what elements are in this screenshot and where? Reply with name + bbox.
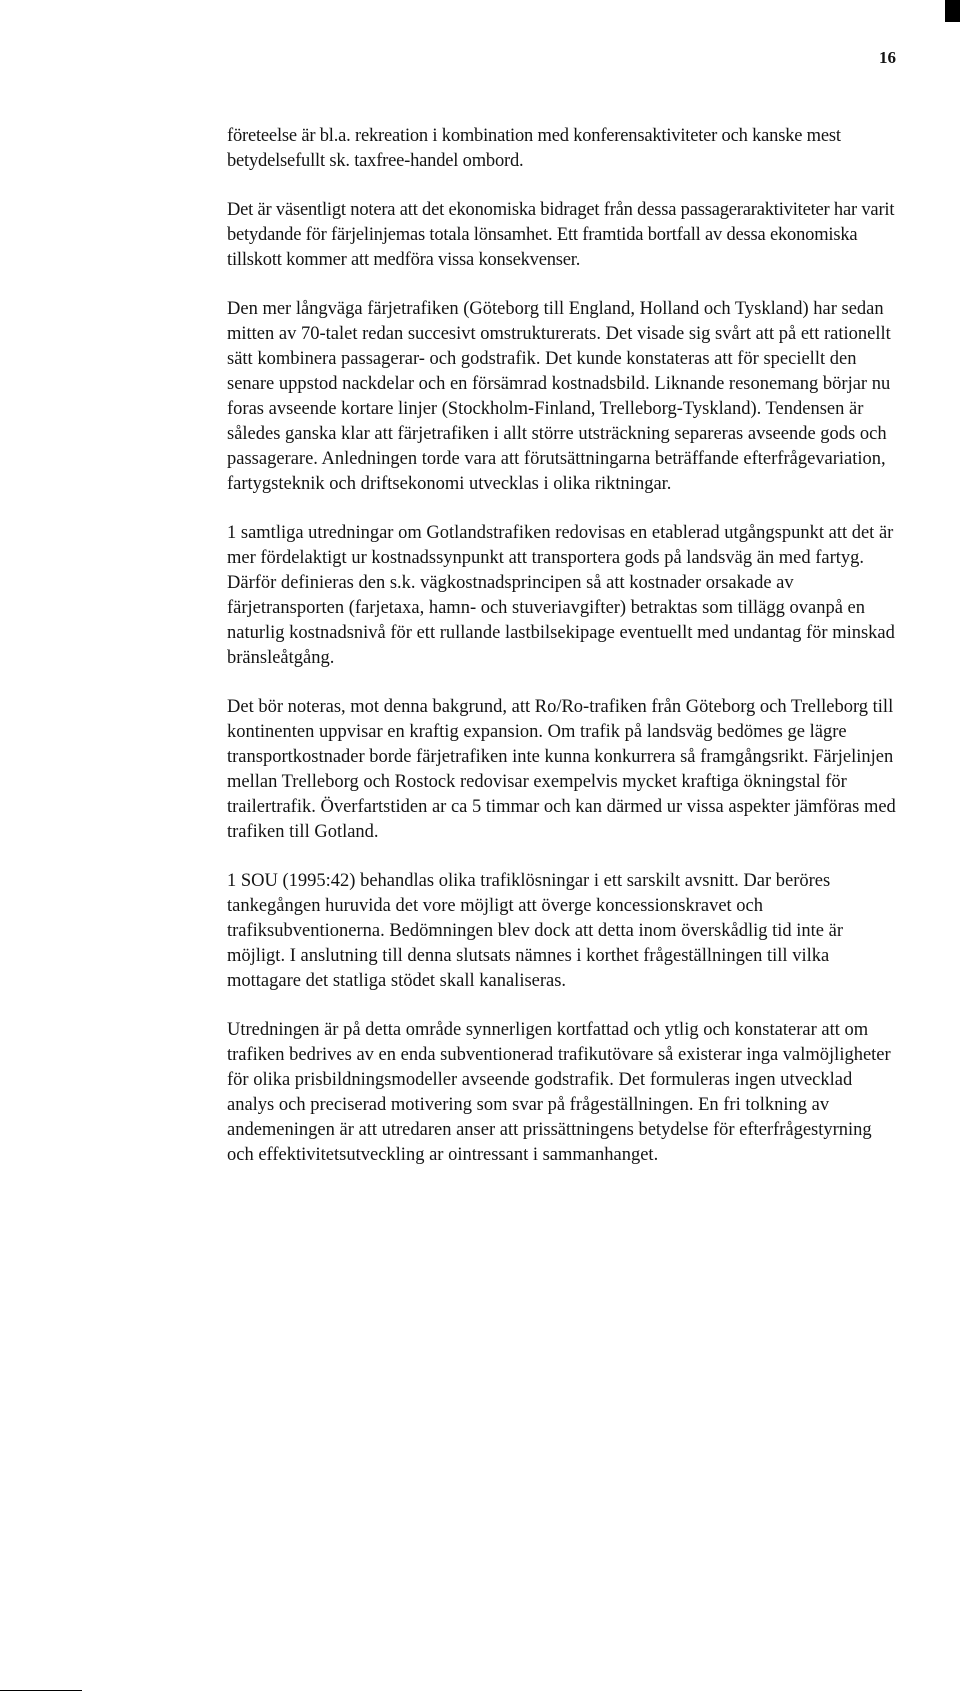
paragraph-1: företeelse är bl.a. rekreation i kombination med konferensaktiviteter och kanske mest betydelsefullt sk. taxfree-handel ombord. <box>227 126 841 171</box>
paragraph-4: 1 samtliga utredningar om Gotlandstrafiken redovisas en etablerad utgångspunkt att det är mer fördelaktigt ur kostnadssynpunkt att transportera gods på landsväg än med fartyg. Därför definieras den s.k. vägkostnadsprincipen så att kostnader orsakade av färjetransporten (farjetaxa, hamn- och stuveriavgifter) betraktas som tillägg ovanpå en naturlig kostnadsnivå för ett rullande lastbilsekipage eventuellt med undantag för minskad bränsleåtgång. <box>227 523 895 668</box>
paragraph-3: Den mer långväga färjetrafiken (Göteborg till England, Holland och Tyskland) har sedan mitten av 70-talet redan succesivt omstrukturerats. Det visade sig svårt att på ett rationellt sätt kombinera passagerar- och godstrafik. Det kunde konstateras att för speciellt den senare uppstod nackdelar och en försämrad kostnadsbild. Liknande resonemang börjar nu foras avseende kortare linjer (Stockholm-Finland, Trelleborg-Tyskland). Tendensen är således ganska klar att färjetrafiken i allt större utsträckning separeras avseende gods och passagerare. Anledningen torde vara att förutsättningarna beträffande efterfrågevariation, fartygsteknik och driftsekonomi utvecklas i olika riktningar. <box>227 299 891 494</box>
paragraph-7: Utredningen är på detta område synnerligen kortfattad och ytlig och konstaterar att om trafiken bedrives av en enda subventionerad trafikutövare så existerar inga valmöjligheter för olika prisbildningsmodeller avseende godstrafik. Det formuleras ingen utvecklad analys och preciserad motivering som svar på frågeställningen. En fri tolkning av andemeningen är att utredaren anser att prissättningens betydelse för efterfrågestyrning och effektivitetsutveckling ar ointressant i sammanhanget. <box>227 1020 891 1165</box>
document-body <box>227 124 897 1192</box>
page-number: 16 <box>879 48 896 67</box>
scan-corner-mark <box>945 0 960 22</box>
paragraph-5: Det bör noteras, mot denna bakgrund, att Ro/Ro-trafiken från Göteborg och Trelleborg till kontinenten uppvisar en kraftig expansion. Om trafik på landsväg bedömes ge lägre transportkostnader borde färjetrafiken inte kunna konkurrera så framgångsrikt. Färjelinjen mellan Trelleborg och Rostock redovisar exempelvis mycket kraftiga ökningstal för trailertrafik. Överfartstiden ar ca 5 timmar och kan därmed ur vissa aspekter jämföras med trafiken till Gotland. <box>227 697 896 842</box>
paragraph-6: 1 SOU (1995:42) behandlas olika trafiklösningar i ett sarskilt avsnitt. Dar beröres tankegången huruvida det vore möjligt att överge koncessionskravet och trafiksubventionerna. Bedömningen blev dock att detta inom överskådlig tid inte är möjligt. I anslutning till denna slutsats nämnes i korthet frågeställningen till vilka mottagare det statliga stödet skall kanaliseras. <box>227 871 843 991</box>
paragraph-2: Det är väsentligt notera att det ekonomiska bidraget från dessa passageraraktiviteter har varit betydande för färjelinjemas totala lönsamhet. Ett framtida bortfall av dessa ekonomiska tillskott kommer att medföra vissa konsekvenser. <box>227 200 895 270</box>
